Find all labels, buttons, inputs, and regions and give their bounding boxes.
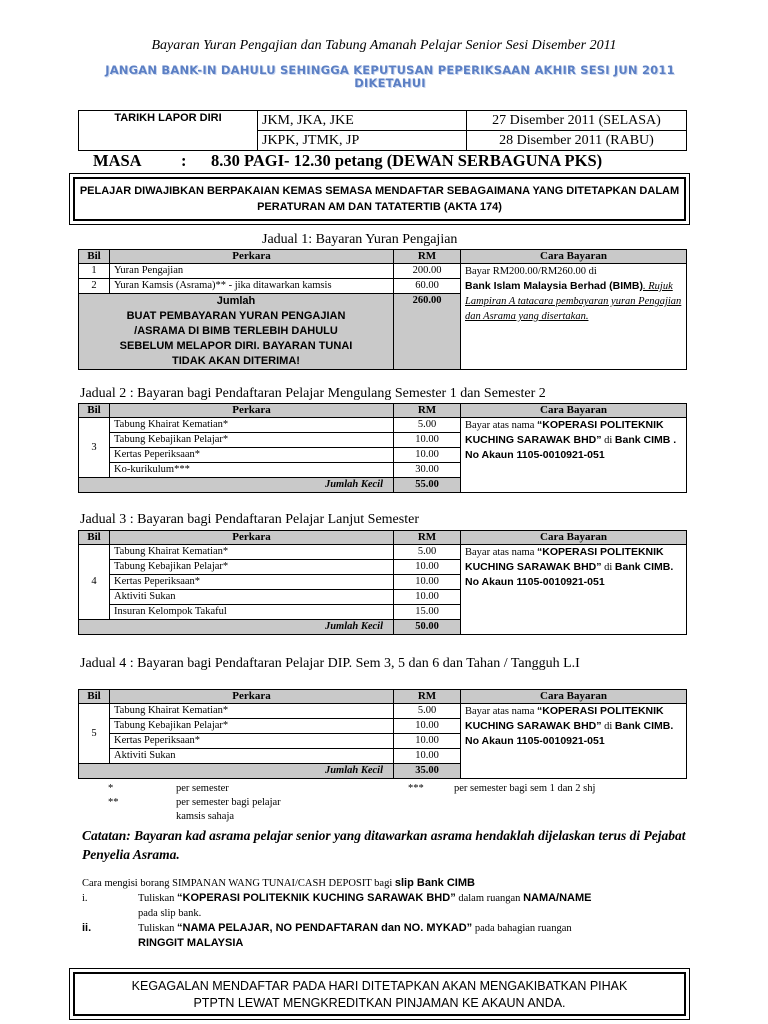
cell-rm: 5.00	[394, 545, 461, 560]
col-perkara: Perkara	[110, 531, 394, 545]
total-value: 50.00	[394, 620, 461, 635]
ptptn-warning-box	[69, 968, 690, 1020]
cimb-slip-guide	[82, 876, 722, 951]
legend-symbol-1: *	[108, 783, 114, 794]
cell-rm: 10.00	[394, 433, 461, 448]
time-value: 8.30 PAGI- 12.30 petang (DEWAN SERBAGUNA PKS)	[211, 151, 603, 170]
cell-perkara: Aktiviti Sukan	[110, 590, 394, 605]
total-label: Jumlah Kecil	[79, 478, 394, 493]
cell-perkara: Kertas Peperiksaan*	[110, 734, 394, 749]
col-bil: Bil	[79, 250, 110, 264]
step-text	[138, 921, 572, 951]
guide-field: NAMA/NAME	[523, 892, 592, 904]
legend-desc-1: per semester	[176, 783, 229, 794]
cara-text: Bayar RM200.00/RM260.00 di	[465, 266, 597, 277]
cara-text: di	[601, 562, 615, 573]
guide-text: dalam ruangan	[455, 893, 524, 904]
group-1: JKM, JKA, JKE	[258, 111, 467, 131]
cara-account: Bank CIMB. No Akaun 1105-0010921-051	[465, 720, 674, 747]
group-2: JKPK, JTMK, JP	[258, 131, 467, 151]
cell-rm: 5.00	[394, 418, 461, 433]
cara-text: di	[601, 721, 615, 732]
cell-cara	[461, 545, 687, 635]
cell-cara	[461, 418, 687, 493]
table-row	[79, 704, 687, 719]
cell-rm: 10.00	[394, 719, 461, 734]
cell-perkara: Tabung Kebajikan Pelajar*	[110, 719, 394, 734]
legend-symbol-2: **	[108, 797, 119, 808]
guide-text: Cara mengisi borang SIMPANAN WANG TUNAI/CASH DEPOSIT bagi	[82, 878, 395, 889]
cara-text: di	[601, 435, 615, 446]
table-3-title: Jadual 3 : Bayaran bagi Pendaftaran Pelajar Lanjut Semester	[80, 512, 419, 527]
payment-warning: BUAT PEMBAYARAN YURAN PENGAJIAN /ASRAMA DI BIMB TERLEBIH DAHULU SEBELUM MELAPOR DIRI. BAYARAN TUNAI TIDAK AKAN DITERIMA!	[119, 310, 353, 367]
table-4	[78, 689, 687, 779]
table-2-title: Jadual 2 : Bayaran bagi Pendaftaran Pelajar Mengulang Semester 1 dan Semester 2	[80, 386, 546, 401]
col-perkara: Perkara	[110, 404, 394, 418]
total-label: Jumlah	[216, 295, 256, 307]
guide-field: RINGGIT MALAYSIA	[138, 937, 244, 949]
cara-payee: “KOPERASI POLITEKNIK KUCHING SARAWAK BHD”	[465, 705, 664, 732]
col-rm: RM	[394, 404, 461, 418]
col-rm: RM	[394, 690, 461, 704]
guide-payee: “KOPERASI POLITEKNIK KUCHING SARAWAK BHD”	[177, 892, 456, 904]
cell-perkara: Ko-kurikulum***	[110, 463, 394, 478]
guide-text: pada slip bank.	[138, 908, 202, 919]
cell-perkara: Yuran Kamsis (Asrama)** - jika ditawarkan kamsis	[110, 279, 394, 294]
cell-perkara: Aktiviti Sukan	[110, 749, 394, 764]
col-bil: Bil	[79, 404, 110, 418]
cara-payee: “KOPERASI POLITEKNIK KUCHING SARAWAK BHD”	[465, 546, 664, 573]
cell-perkara: Insuran Kelompok Takaful	[110, 605, 394, 620]
step-text	[138, 891, 592, 921]
cell-perkara: Kertas Peperiksaan*	[110, 575, 394, 590]
total-value: 35.00	[394, 764, 461, 779]
col-perkara: Perkara	[110, 690, 394, 704]
note: Catatan: Bayaran kad asrama pelajar senior yang ditawarkan asrama hendaklah dijelaskan terus di Pejabat Penyelia Asrama.	[82, 828, 686, 862]
cell-bil: 2	[79, 279, 110, 294]
date-2: 28 Disember 2011 (RABU)	[467, 131, 687, 151]
col-cara: Cara Bayaran	[461, 250, 687, 264]
cara-text: Bayar atas nama	[465, 420, 538, 431]
report-date-label: TARIKH LAPOR DIRI	[79, 111, 258, 151]
cell-rm: 10.00	[394, 448, 461, 463]
cell-perkara: Kertas Peperiksaan*	[110, 448, 394, 463]
total-label: Jumlah Kecil	[79, 764, 394, 779]
total-value: 260.00	[394, 294, 461, 370]
date-1: 27 Disember 2011 (SELASA)	[467, 111, 687, 131]
cara-payee: “KOPERASI POLITEKNIK KUCHING SARAWAK BHD”	[465, 419, 664, 446]
guide-step-1	[82, 891, 722, 921]
total-cell	[79, 294, 394, 370]
cell-bil: 5	[79, 704, 110, 764]
step-number: ii.	[82, 922, 92, 934]
cell-rm: 10.00	[394, 575, 461, 590]
cell-rm: 10.00	[394, 590, 461, 605]
col-perkara: Perkara	[110, 250, 394, 264]
cell-perkara: Tabung Khairat Kematian*	[110, 704, 394, 719]
cell-perkara: Yuran Pengajian	[110, 264, 394, 279]
table-1	[78, 249, 687, 370]
legend-desc-2b: kamsis sahaja	[176, 811, 235, 822]
cell-bil: 4	[79, 545, 110, 620]
cell-rm: 5.00	[394, 704, 461, 719]
cell-cara	[461, 704, 687, 779]
col-cara: Cara Bayaran	[461, 404, 687, 418]
warning-line-2: DIKETAHUI	[354, 76, 426, 90]
legend-desc-3: per semester bagi sem 1 dan 2 shj	[454, 783, 596, 794]
table-1-title: Jadual 1: Bayaran Yuran Pengajian	[262, 232, 458, 247]
col-rm: RM	[394, 250, 461, 264]
cara-bank: Bank Islam Malaysia Berhad (BIMB)	[465, 280, 643, 292]
time-sep: :	[181, 151, 187, 170]
col-bil: Bil	[79, 690, 110, 704]
guide-details: “NAMA PELAJAR, NO PENDAFTARAN dan NO. MYKAD”	[177, 922, 473, 934]
cell-perkara: Tabung Kebajikan Pelajar*	[110, 560, 394, 575]
guide-text: pada bahagian ruangan	[472, 923, 572, 934]
total-label: Jumlah Kecil	[79, 620, 394, 635]
time-line	[93, 151, 602, 171]
cara-text: Bayar atas nama	[465, 547, 538, 558]
table-4-title: Jadual 4 : Bayaran bagi Pendaftaran Pelajar DIP. Sem 3, 5 dan 6 dan Tahan / Tangguh L.I	[80, 656, 580, 671]
cell-rm: 10.00	[394, 560, 461, 575]
col-rm: RM	[394, 531, 461, 545]
cara-account: Bank CIMB. No Akaun 1105-0010921-051	[465, 561, 674, 588]
warning-banner	[60, 64, 720, 90]
total-value: 55.00	[394, 478, 461, 493]
guide-text: Tuliskan	[138, 893, 178, 904]
table-2	[78, 403, 687, 493]
time-label: MASA	[93, 151, 142, 170]
col-cara: Cara Bayaran	[461, 690, 687, 704]
warning-line-1: JANGAN BANK-IN DAHULU SEHINGGA KEPUTUSAN PEPERIKSAAN AKHIR SESI JUN 2011	[105, 63, 675, 77]
cell-rm: 10.00	[394, 734, 461, 749]
guide-step-2	[82, 921, 722, 951]
cell-perkara: Tabung Khairat Kematian*	[110, 545, 394, 560]
col-cara: Cara Bayaran	[461, 531, 687, 545]
report-date-table	[78, 110, 687, 151]
table-row	[79, 264, 687, 279]
legend-symbol-3: ***	[408, 783, 424, 794]
cara-text: Bayar atas nama	[465, 706, 538, 717]
guide-text: Tuliskan	[138, 923, 178, 934]
cell-rm: 30.00	[394, 463, 461, 478]
table-3	[78, 530, 687, 635]
cell-bil: 3	[79, 418, 110, 478]
guide-intro	[82, 876, 722, 891]
cell-rm: 15.00	[394, 605, 461, 620]
guide-bank: slip Bank CIMB	[394, 877, 475, 889]
cell-rm: 10.00	[394, 749, 461, 764]
col-bil: Bil	[79, 531, 110, 545]
step-number: i.	[82, 893, 88, 904]
cara-note: . Rujuk Lampiran A tatacara pembayaran yuran Pengajian dan Asrama yang disertakan.	[465, 281, 682, 322]
cell-rm: 200.00	[394, 264, 461, 279]
cell-bil: 1	[79, 264, 110, 279]
cell-rm: 60.00	[394, 279, 461, 294]
page-title: Bayaran Yuran Pengajian dan Tabung Amanah Pelajar Senior Sesi Disember 2011	[151, 38, 617, 53]
legend-desc-2a: per semester bagi pelajar	[176, 797, 281, 808]
table-row	[79, 545, 687, 560]
dress-code-text: PELAJAR DIWAJIBKAN BERPAKAIAN KEMAS SEMASA MENDAFTAR SEBAGAIMANA YANG DITETAPKAN DALAM PERATURAN AM DAN TATATERTIB (AKTA 174)	[73, 177, 686, 221]
cell-perkara: Tabung Khairat Kematian*	[110, 418, 394, 433]
dress-code-notice	[69, 173, 690, 225]
ptptn-warning-text: KEGAGALAN MENDAFTAR PADA HARI DITETAPKAN AKAN MENGAKIBATKAN PIHAK PTPTN LEWAT MENGKREDITKAN PINJAMAN KE AKAUN ANDA.	[73, 972, 686, 1016]
cara-account: Bank CIMB . No Akaun 1105-0010921-051	[465, 434, 677, 461]
cell-cara	[461, 264, 687, 370]
cell-perkara: Tabung Kebajikan Pelajar*	[110, 433, 394, 448]
table-row	[79, 418, 687, 433]
